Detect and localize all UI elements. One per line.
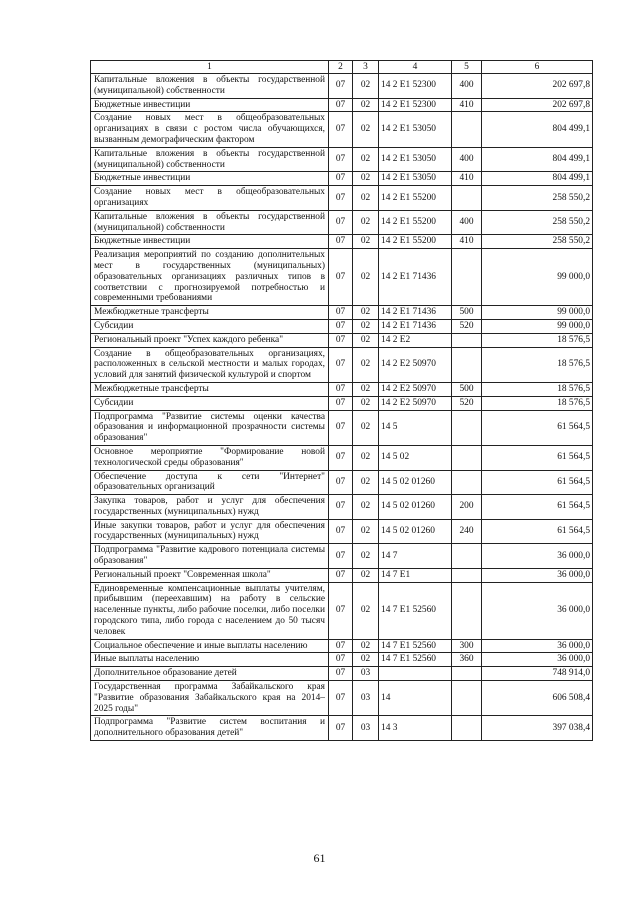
table-row xyxy=(91,382,593,396)
page-number: 61 xyxy=(313,851,326,865)
row-name: Социальное обеспечение и иные выплаты населению xyxy=(91,639,329,653)
table-header-row xyxy=(91,61,593,74)
row-subsection: 02 xyxy=(353,445,379,470)
row-section: 07 xyxy=(329,306,353,320)
row-name: Региональный проект "Современная школа" xyxy=(91,568,329,582)
row-subsection: 02 xyxy=(353,306,379,320)
row-target-code: 14 2 E1 52300 xyxy=(379,74,452,99)
row-subsection: 03 xyxy=(353,681,379,716)
header-col-3: 3 xyxy=(353,61,379,74)
row-section: 07 xyxy=(329,653,353,667)
row-target-code: 14 2 E2 50970 xyxy=(379,396,452,410)
row-amount: 397 038,4 xyxy=(482,716,593,741)
row-expense-type xyxy=(452,568,482,582)
row-expense-type: 500 xyxy=(452,306,482,320)
row-name: Подпрограмма "Развитие систем воспитания и дополнительного образования детей" xyxy=(91,716,329,741)
row-target-code xyxy=(379,667,452,681)
row-name: Создание в общеобразовательных организациях, расположенных в сельской местности и малых городах, условий для занятий физической культурой и спортом xyxy=(91,347,329,382)
row-section: 07 xyxy=(329,382,353,396)
row-name: Создание новых мест в общеобразовательных организациях xyxy=(91,186,329,211)
row-amount: 36 000,0 xyxy=(482,582,593,639)
row-target-code: 14 2 E1 71436 xyxy=(379,306,452,320)
row-target-code: 14 5 xyxy=(379,410,452,445)
row-section: 07 xyxy=(329,495,353,520)
row-amount: 606 508,4 xyxy=(482,681,593,716)
table-row xyxy=(91,333,593,347)
row-target-code: 14 2 E1 71436 xyxy=(379,249,452,306)
header-col-1: 1 xyxy=(91,61,329,74)
row-expense-type: 520 xyxy=(452,396,482,410)
row-section: 07 xyxy=(329,568,353,582)
table-row xyxy=(91,235,593,249)
row-subsection: 03 xyxy=(353,716,379,741)
row-amount: 36 000,0 xyxy=(482,544,593,569)
row-section: 07 xyxy=(329,519,353,544)
row-amount: 99 000,0 xyxy=(482,249,593,306)
table-row xyxy=(91,172,593,186)
row-section: 07 xyxy=(329,681,353,716)
row-expense-type xyxy=(452,410,482,445)
row-section: 07 xyxy=(329,74,353,99)
row-subsection: 02 xyxy=(353,74,379,99)
row-name: Бюджетные инвестиции xyxy=(91,98,329,112)
header-col-6: 6 xyxy=(482,61,593,74)
row-target-code: 14 5 02 01260 xyxy=(379,470,452,495)
row-amount: 258 550,2 xyxy=(482,210,593,235)
row-section: 07 xyxy=(329,639,353,653)
table-row xyxy=(91,544,593,569)
table-row xyxy=(91,681,593,716)
row-expense-type: 500 xyxy=(452,382,482,396)
row-expense-type xyxy=(452,186,482,211)
row-name: Капитальные вложения в объекты государственной (муниципальной) собственности xyxy=(91,74,329,99)
row-amount: 61 564,5 xyxy=(482,519,593,544)
row-subsection: 02 xyxy=(353,582,379,639)
row-target-code: 14 2 E2 xyxy=(379,333,452,347)
row-expense-type xyxy=(452,347,482,382)
row-amount: 61 564,5 xyxy=(482,410,593,445)
row-target-code: 14 2 E1 71436 xyxy=(379,319,452,333)
row-subsection: 02 xyxy=(353,186,379,211)
row-expense-type: 410 xyxy=(452,235,482,249)
row-subsection: 02 xyxy=(353,210,379,235)
row-subsection: 02 xyxy=(353,235,379,249)
row-expense-type xyxy=(452,333,482,347)
row-expense-type: 410 xyxy=(452,98,482,112)
row-subsection: 02 xyxy=(353,410,379,445)
row-target-code: 14 5 02 01260 xyxy=(379,495,452,520)
header-col-4: 4 xyxy=(379,61,452,74)
row-amount: 258 550,2 xyxy=(482,235,593,249)
row-target-code: 14 7 E1 xyxy=(379,568,452,582)
row-expense-type xyxy=(452,667,482,681)
row-subsection: 02 xyxy=(353,147,379,172)
table-row xyxy=(91,147,593,172)
row-target-code: 14 2 E1 55200 xyxy=(379,210,452,235)
row-subsection: 02 xyxy=(353,544,379,569)
row-name: Капитальные вложения в объекты государственной (муниципальной) собственности xyxy=(91,147,329,172)
table-row xyxy=(91,306,593,320)
table-row xyxy=(91,319,593,333)
row-target-code: 14 2 E2 50970 xyxy=(379,347,452,382)
row-expense-type: 360 xyxy=(452,653,482,667)
row-name: Подпрограмма "Развитие системы оценки качества образования и информационной прозрачности системы образования" xyxy=(91,410,329,445)
row-target-code: 14 2 E1 53050 xyxy=(379,147,452,172)
row-name: Иные закупки товаров, работ и услуг для обеспечения государственных (муниципальных) нужд xyxy=(91,519,329,544)
row-section: 07 xyxy=(329,98,353,112)
row-expense-type xyxy=(452,582,482,639)
budget-table-page xyxy=(90,60,592,741)
budget-table xyxy=(90,60,593,741)
row-expense-type xyxy=(452,716,482,741)
table-row xyxy=(91,112,593,147)
row-subsection: 02 xyxy=(353,333,379,347)
row-expense-type xyxy=(452,470,482,495)
row-name: Субсидии xyxy=(91,319,329,333)
table-row xyxy=(91,653,593,667)
row-target-code: 14 5 02 01260 xyxy=(379,519,452,544)
row-subsection: 02 xyxy=(353,470,379,495)
row-name: Реализация мероприятий по созданию дополнительных мест в государственных (муниципальных) образовательных организациях различных типов в соответствии с прогнозируемой потребностью и современными требованиями xyxy=(91,249,329,306)
row-section: 07 xyxy=(329,445,353,470)
row-name: Основное мероприятие "Формирование новой технологической среды образования" xyxy=(91,445,329,470)
row-expense-type: 200 xyxy=(452,495,482,520)
row-subsection: 02 xyxy=(353,653,379,667)
row-expense-type: 400 xyxy=(452,147,482,172)
row-section: 07 xyxy=(329,172,353,186)
row-subsection: 02 xyxy=(353,249,379,306)
row-name: Межбюджетные трансферты xyxy=(91,382,329,396)
table-row xyxy=(91,568,593,582)
row-amount: 18 576,5 xyxy=(482,396,593,410)
row-target-code: 14 xyxy=(379,681,452,716)
header-col-5: 5 xyxy=(452,61,482,74)
row-amount: 804 499,1 xyxy=(482,147,593,172)
row-section: 07 xyxy=(329,470,353,495)
row-amount: 99 000,0 xyxy=(482,319,593,333)
row-target-code: 14 3 xyxy=(379,716,452,741)
row-name: Бюджетные инвестиции xyxy=(91,235,329,249)
row-subsection: 02 xyxy=(353,639,379,653)
table-row xyxy=(91,445,593,470)
row-target-code: 14 2 E1 55200 xyxy=(379,235,452,249)
table-row xyxy=(91,249,593,306)
row-name: Капитальные вложения в объекты государственной (муниципальной) собственности xyxy=(91,210,329,235)
table-row xyxy=(91,410,593,445)
row-amount: 18 576,5 xyxy=(482,347,593,382)
table-row xyxy=(91,716,593,741)
row-subsection: 02 xyxy=(353,98,379,112)
table-row xyxy=(91,186,593,211)
row-amount: 36 000,0 xyxy=(482,653,593,667)
row-expense-type xyxy=(452,681,482,716)
row-name: Субсидии xyxy=(91,396,329,410)
row-amount: 99 000,0 xyxy=(482,306,593,320)
row-name: Межбюджетные трансферты xyxy=(91,306,329,320)
row-name: Региональный проект "Успех каждого ребенка" xyxy=(91,333,329,347)
table-row xyxy=(91,98,593,112)
table-row xyxy=(91,74,593,99)
row-amount: 18 576,5 xyxy=(482,333,593,347)
row-amount: 804 499,1 xyxy=(482,112,593,147)
row-section: 07 xyxy=(329,410,353,445)
row-subsection: 02 xyxy=(353,568,379,582)
row-expense-type: 520 xyxy=(452,319,482,333)
row-subsection: 03 xyxy=(353,667,379,681)
row-subsection: 02 xyxy=(353,172,379,186)
row-name: Создание новых мест в общеобразовательных организациях в связи с ростом числа обучающихся, вызванным демографическим фактором xyxy=(91,112,329,147)
row-name: Бюджетные инвестиции xyxy=(91,172,329,186)
row-subsection: 02 xyxy=(353,495,379,520)
row-expense-type xyxy=(452,544,482,569)
row-section: 07 xyxy=(329,210,353,235)
row-target-code: 14 7 xyxy=(379,544,452,569)
row-name: Подпрограмма "Развитие кадрового потенциала системы образования" xyxy=(91,544,329,569)
row-section: 07 xyxy=(329,347,353,382)
row-name: Дополнительное образование детей xyxy=(91,667,329,681)
row-target-code: 14 2 E1 52300 xyxy=(379,98,452,112)
row-name: Закупка товаров, работ и услуг для обеспечения государственных (муниципальных) нужд xyxy=(91,495,329,520)
row-name: Единовременные компенсационные выплаты учителям, прибывшим (переехавшим) на работу в сельские населенные пункты, либо рабочие поселки, либо поселки городского типа, либо города с населением до 50 тысяч человек xyxy=(91,582,329,639)
table-row xyxy=(91,347,593,382)
row-amount: 36 000,0 xyxy=(482,639,593,653)
table-row xyxy=(91,470,593,495)
table-row xyxy=(91,639,593,653)
row-section: 07 xyxy=(329,716,353,741)
row-section: 07 xyxy=(329,235,353,249)
row-target-code: 14 2 E1 53050 xyxy=(379,172,452,186)
row-expense-type: 400 xyxy=(452,74,482,99)
row-section: 07 xyxy=(329,582,353,639)
row-target-code: 14 7 E1 52560 xyxy=(379,582,452,639)
row-subsection: 02 xyxy=(353,347,379,382)
row-amount: 202 697,8 xyxy=(482,74,593,99)
row-subsection: 02 xyxy=(353,382,379,396)
row-expense-type xyxy=(452,249,482,306)
row-expense-type: 400 xyxy=(452,210,482,235)
row-target-code: 14 7 E1 52560 xyxy=(379,653,452,667)
row-expense-type: 300 xyxy=(452,639,482,653)
row-expense-type: 410 xyxy=(452,172,482,186)
row-amount: 61 564,5 xyxy=(482,470,593,495)
row-expense-type xyxy=(452,445,482,470)
row-amount: 36 000,0 xyxy=(482,568,593,582)
row-section: 07 xyxy=(329,186,353,211)
row-amount: 61 564,5 xyxy=(482,445,593,470)
row-section: 07 xyxy=(329,333,353,347)
row-amount: 748 914,0 xyxy=(482,667,593,681)
row-name: Обеспечение доступа к сети "Интернет" образовательных организаций xyxy=(91,470,329,495)
row-expense-type xyxy=(452,112,482,147)
table-row xyxy=(91,519,593,544)
row-section: 07 xyxy=(329,249,353,306)
row-name: Государственная программа Забайкальского края "Развитие образования Забайкальского края на 2014–2025 годы" xyxy=(91,681,329,716)
row-subsection: 02 xyxy=(353,519,379,544)
row-section: 07 xyxy=(329,319,353,333)
row-amount: 258 550,2 xyxy=(482,186,593,211)
table-row xyxy=(91,582,593,639)
table-row xyxy=(91,210,593,235)
row-section: 07 xyxy=(329,112,353,147)
row-target-code: 14 2 E1 53050 xyxy=(379,112,452,147)
row-expense-type: 240 xyxy=(452,519,482,544)
row-section: 07 xyxy=(329,544,353,569)
table-body xyxy=(91,74,593,741)
row-amount: 61 564,5 xyxy=(482,495,593,520)
row-section: 07 xyxy=(329,147,353,172)
row-target-code: 14 7 E1 52560 xyxy=(379,639,452,653)
row-subsection: 02 xyxy=(353,319,379,333)
row-target-code: 14 2 E2 50970 xyxy=(379,382,452,396)
table-row xyxy=(91,495,593,520)
row-name: Иные выплаты населению xyxy=(91,653,329,667)
row-subsection: 02 xyxy=(353,112,379,147)
row-amount: 18 576,5 xyxy=(482,382,593,396)
table-row xyxy=(91,396,593,410)
row-section: 07 xyxy=(329,396,353,410)
row-amount: 202 697,8 xyxy=(482,98,593,112)
header-col-2: 2 xyxy=(329,61,353,74)
row-target-code: 14 2 E1 55200 xyxy=(379,186,452,211)
row-subsection: 02 xyxy=(353,396,379,410)
table-row xyxy=(91,667,593,681)
row-section: 07 xyxy=(329,667,353,681)
row-target-code: 14 5 02 xyxy=(379,445,452,470)
row-amount: 804 499,1 xyxy=(482,172,593,186)
